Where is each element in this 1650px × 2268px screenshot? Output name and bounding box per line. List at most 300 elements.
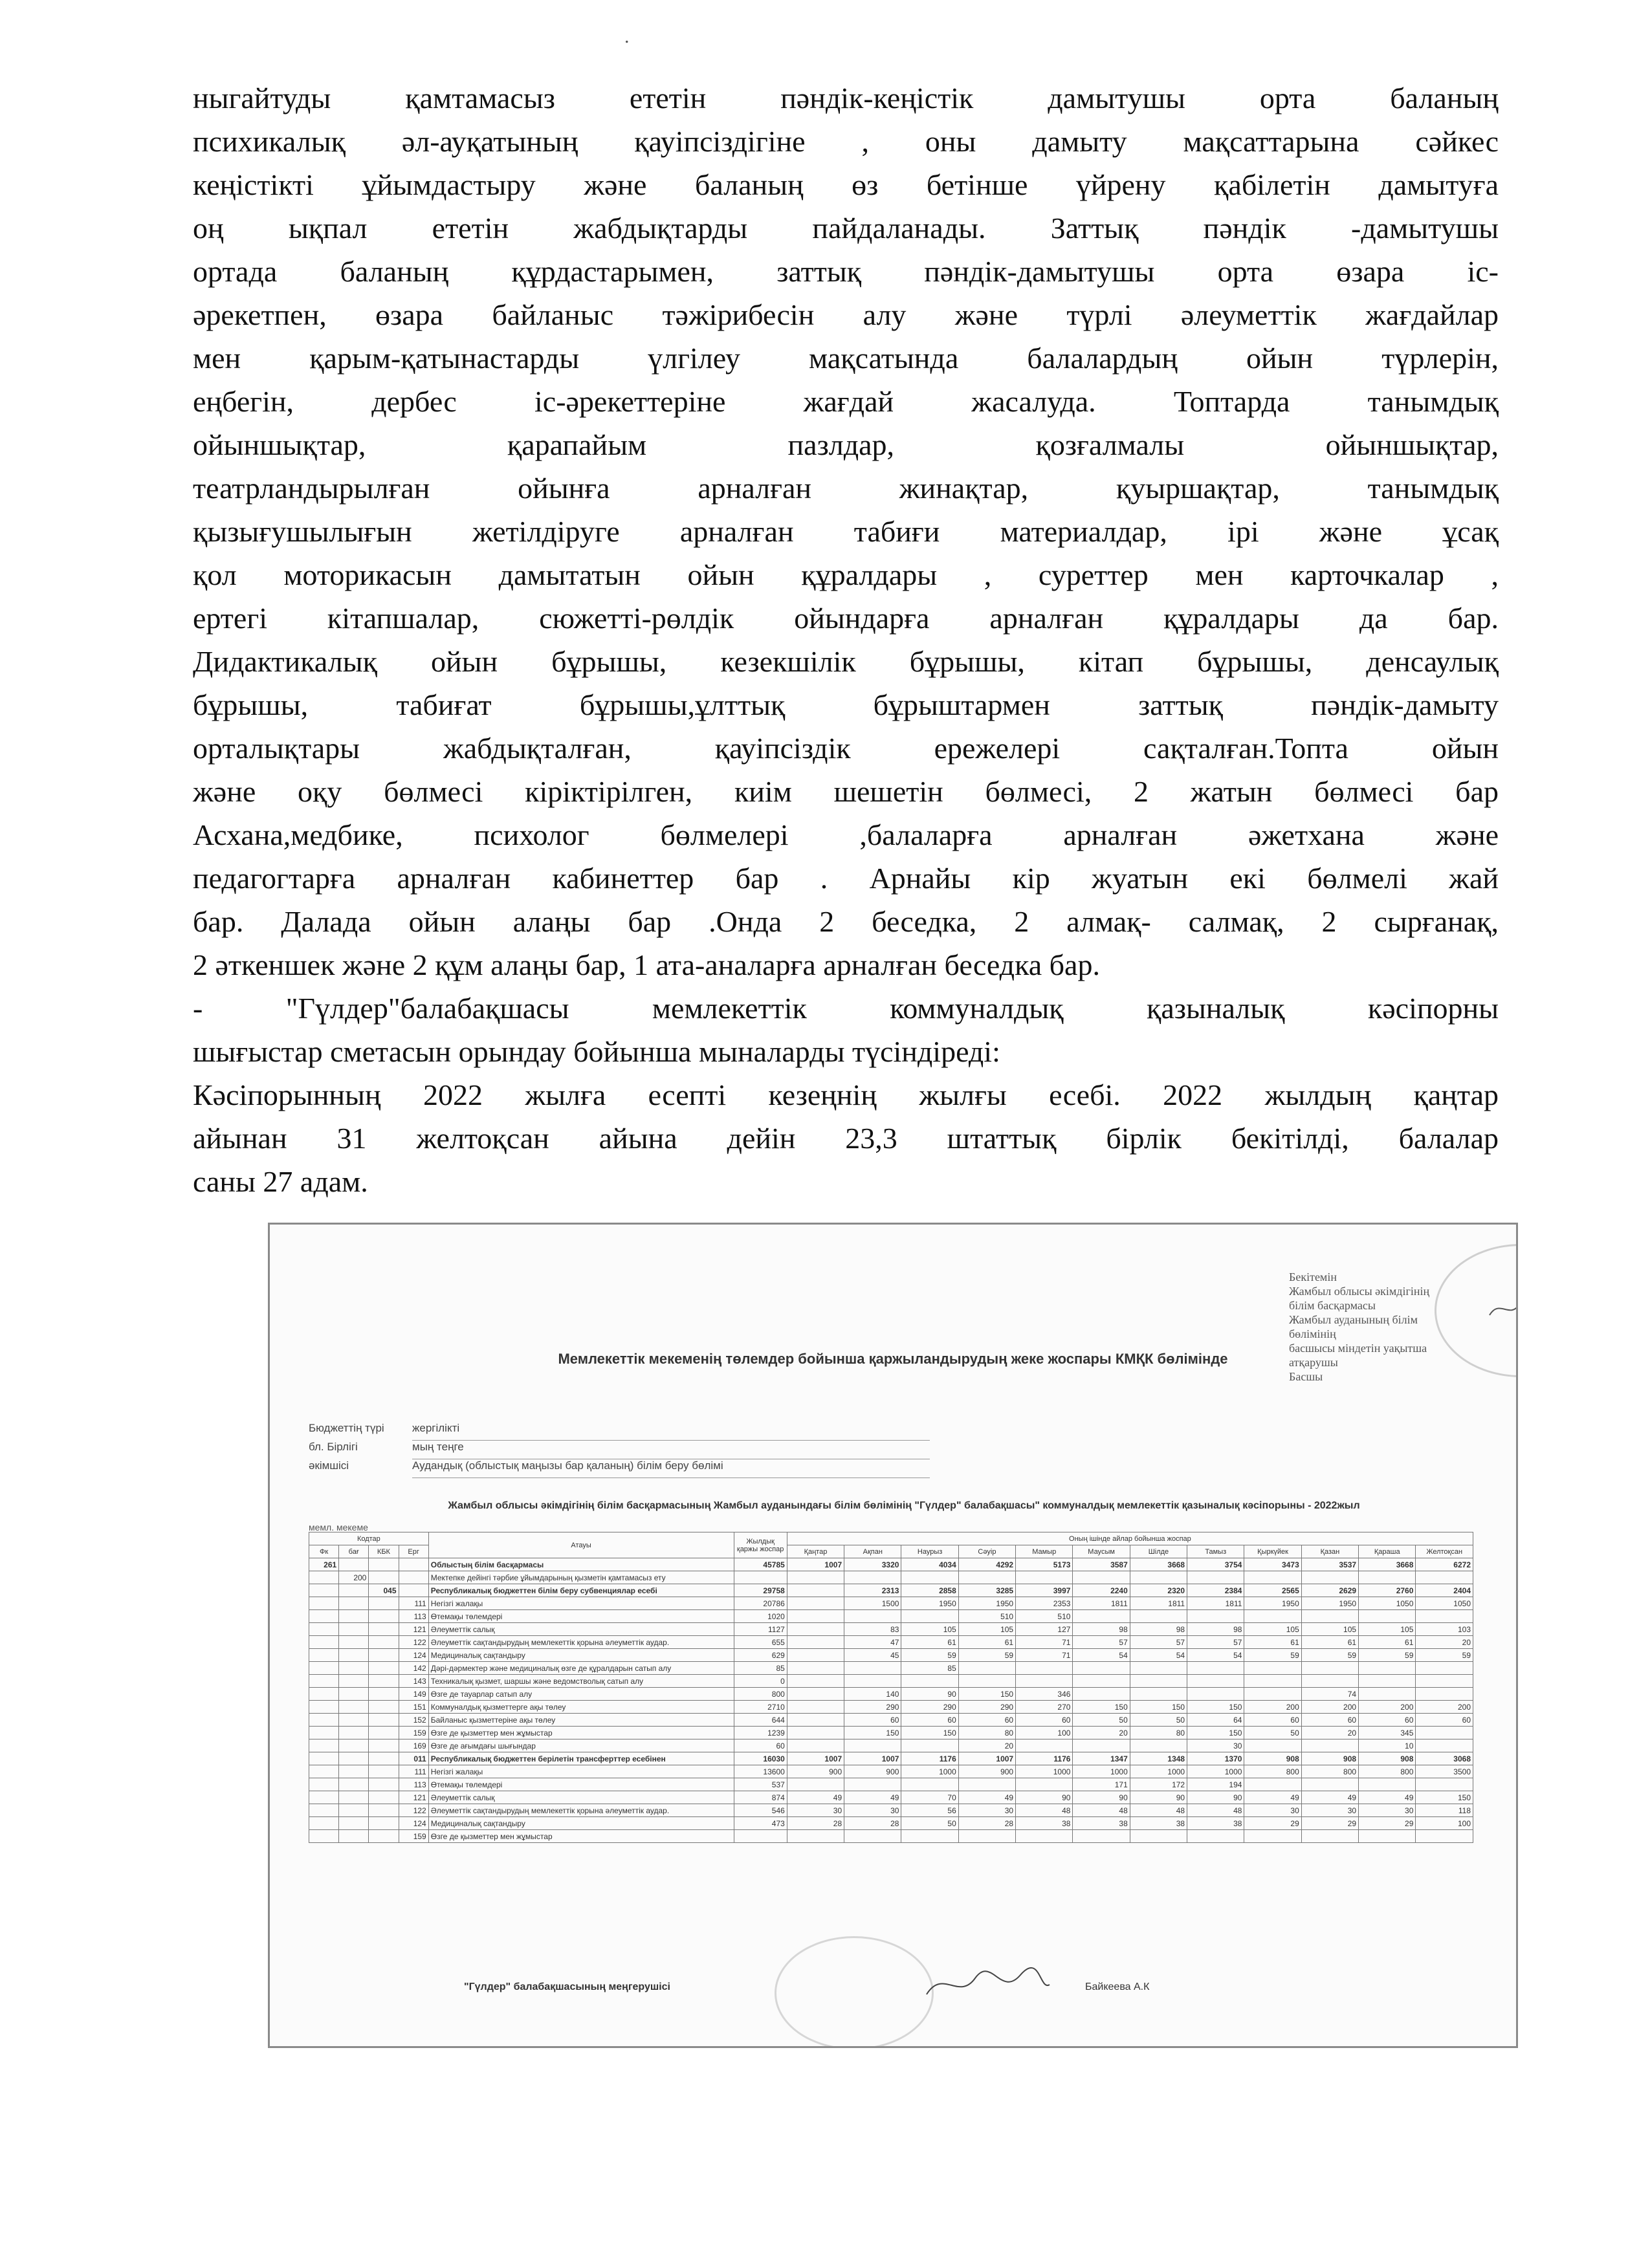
code-cell [339, 1662, 369, 1675]
month-cell: 28 [844, 1817, 901, 1830]
month-cell [901, 1830, 958, 1843]
month-cell [787, 1623, 844, 1636]
code-cell [369, 1791, 399, 1804]
table-row [309, 1571, 1473, 1584]
year-cell: 16030 [734, 1752, 787, 1765]
month-cell [1416, 1662, 1473, 1675]
month-cell: 908 [1301, 1752, 1358, 1765]
month-cell [787, 1610, 844, 1623]
code-cell: 111 [399, 1765, 428, 1778]
month-cell: 59 [1244, 1649, 1301, 1662]
code-cell [369, 1675, 399, 1688]
month-cell: 3285 [958, 1584, 1015, 1597]
month-cell: 30 [787, 1804, 844, 1817]
month-cell: 5173 [1016, 1558, 1073, 1571]
month-cell [1301, 1830, 1358, 1843]
year-cell: 1127 [734, 1623, 787, 1636]
month-cell: 3068 [1416, 1752, 1473, 1765]
month-cell: 800 [1359, 1765, 1416, 1778]
month-cell [787, 1675, 844, 1688]
name-cell: Әлеуметтік салық [428, 1623, 734, 1636]
text-line: еңбегін, дербес іс-әрекеттеріне жағдай жасалуда. Топтарда танымдық [193, 385, 1499, 418]
year-cell: 20786 [734, 1597, 787, 1610]
code-cell [339, 1714, 369, 1727]
month-header: Мамыр [1016, 1545, 1073, 1558]
name-cell: Республикалық бюджеттен білім беру субвенциялар есебі [428, 1584, 734, 1597]
code-cell [309, 1675, 339, 1688]
month-cell [1244, 1739, 1301, 1752]
name-cell: Негізгі жалақы [428, 1765, 734, 1778]
text-line: Асхана,медбике, психолог бөлмелері ,балаларға арналған әжетхана және [193, 818, 1499, 851]
code-cell [339, 1817, 369, 1830]
code-cell [309, 1791, 339, 1804]
month-cell: 61 [958, 1636, 1015, 1649]
month-cell [1073, 1688, 1130, 1701]
text-line: бұрышы, табиғат бұрышы,ұлттық бұрыштармен заттық пәндік-дамыту [193, 688, 1499, 721]
month-cell [1016, 1662, 1073, 1675]
month-cell: 47 [844, 1636, 901, 1649]
name-cell: Медициналық сақтандыру [428, 1817, 734, 1830]
approval-line: Жамбыл облысы әкімдігінің білім басқармасы [1289, 1285, 1430, 1312]
code-cell: 124 [399, 1649, 428, 1662]
meta-value: Аудандық (облыстық маңызы бар қаланың) білім беру бөлімі [412, 1459, 930, 1478]
month-cell: 20 [958, 1739, 1015, 1752]
month-header: Шілде [1130, 1545, 1187, 1558]
month-cell: 50 [1073, 1714, 1130, 1727]
month-cell [1244, 1830, 1301, 1843]
month-cell: 4292 [958, 1558, 1015, 1571]
year-cell: 60 [734, 1739, 787, 1752]
approval-line: басшысы міндетін уақытша атқарушы [1289, 1342, 1427, 1369]
year-cell: 0 [734, 1675, 787, 1688]
month-cell: 270 [1016, 1701, 1073, 1714]
code-cell [309, 1662, 339, 1675]
month-cell: 59 [1359, 1649, 1416, 1662]
month-cell [1073, 1662, 1130, 1675]
name-cell: Байланыс қызметтеріне ақы төлеу [428, 1714, 734, 1727]
month-cell [844, 1571, 901, 1584]
name-cell: Облыстың білім басқармасы [428, 1558, 734, 1571]
month-cell: 61 [1359, 1636, 1416, 1649]
month-cell: 1000 [1073, 1765, 1130, 1778]
text-line: саны 27 адам. [193, 1165, 368, 1198]
table-row [309, 1804, 1473, 1817]
month-cell: 510 [958, 1610, 1015, 1623]
month-cell [1130, 1688, 1187, 1701]
month-cell [1359, 1778, 1416, 1791]
month-cell: 200 [1359, 1701, 1416, 1714]
month-cell [1301, 1739, 1358, 1752]
month-cell [1416, 1778, 1473, 1791]
meta-label: Бюджеттің түрі [309, 1422, 384, 1434]
month-cell [1416, 1739, 1473, 1752]
table-row [309, 1675, 1473, 1688]
month-header: Маусым [1073, 1545, 1130, 1558]
year-cell: 1239 [734, 1727, 787, 1739]
text-line: психикалық әл-ауқатының қауіпсіздігіне , оны дамыту мақсаттарына сәйкес [193, 125, 1499, 158]
month-cell [1301, 1675, 1358, 1688]
code-cell [339, 1778, 369, 1791]
month-cell: 900 [844, 1765, 901, 1778]
month-cell: 90 [1016, 1791, 1073, 1804]
table-row [309, 1727, 1473, 1739]
code-cell [309, 1636, 339, 1649]
approval-signature [1486, 1296, 1518, 1322]
month-cell [1130, 1675, 1187, 1688]
month-cell: 98 [1187, 1623, 1244, 1636]
name-cell: Республикалық бюджеттен берілетін трансферттер есебінен [428, 1752, 734, 1765]
month-cell [1187, 1662, 1244, 1675]
month-cell: 50 [901, 1817, 958, 1830]
month-cell: 3587 [1073, 1558, 1130, 1571]
code-cell: 011 [399, 1752, 428, 1765]
month-cell [1016, 1739, 1073, 1752]
text-line: қызығушылығын жетілдіруге арналған табиғи материалдар, ірі және ұсақ [193, 515, 1499, 548]
month-cell: 3997 [1016, 1584, 1073, 1597]
month-cell: 3668 [1359, 1558, 1416, 1571]
month-cell [1016, 1675, 1073, 1688]
month-cell [787, 1662, 844, 1675]
table-row [309, 1791, 1473, 1804]
month-cell: 59 [958, 1649, 1015, 1662]
month-cell: 105 [1301, 1623, 1358, 1636]
month-cell: 118 [1416, 1804, 1473, 1817]
month-cell [958, 1778, 1015, 1791]
code-cell: 159 [399, 1727, 428, 1739]
month-cell: 1000 [1130, 1765, 1187, 1778]
month-cell: 290 [958, 1701, 1015, 1714]
month-cell [844, 1662, 901, 1675]
month-cell [1244, 1675, 1301, 1688]
code-cell [339, 1623, 369, 1636]
month-cell: 60 [1016, 1714, 1073, 1727]
name-cell: Өзге де тауарлар сатып алу [428, 1688, 734, 1701]
month-cell: 1050 [1359, 1597, 1416, 1610]
month-cell: 57 [1187, 1636, 1244, 1649]
table-row [309, 1662, 1473, 1675]
month-cell: 50 [1130, 1714, 1187, 1727]
code-cell [339, 1791, 369, 1804]
text-line: театрландырылған ойынға арналған жинақтар, қуыршақтар, танымдық [193, 472, 1499, 505]
year-cell: 629 [734, 1649, 787, 1662]
name-cell: Медициналық сақтандыру [428, 1649, 734, 1662]
month-cell: 20 [1073, 1727, 1130, 1739]
meta-label: бл. Бірлігі [309, 1441, 358, 1453]
month-cell [1073, 1830, 1130, 1843]
code-cell [309, 1714, 339, 1727]
text-line: мен қарым-қатынастарды үлгілеу мақсатында балалардың ойын түрлерін, [193, 342, 1499, 375]
month-cell [1359, 1662, 1416, 1675]
month-cell: 38 [1130, 1817, 1187, 1830]
code-col-header: бағ [339, 1545, 369, 1558]
month-cell: 30 [1359, 1804, 1416, 1817]
month-cell [1016, 1571, 1073, 1584]
memd-label: мемл. мекеме [309, 1522, 368, 1532]
name-cell: Техникалық қызмет, шаршы және ведомстволық сатып алу [428, 1675, 734, 1688]
month-cell: 1500 [844, 1597, 901, 1610]
code-cell [339, 1597, 369, 1610]
code-cell [369, 1636, 399, 1649]
month-cell [1130, 1830, 1187, 1843]
month-cell: 150 [844, 1727, 901, 1739]
month-cell: 3320 [844, 1558, 901, 1571]
month-header: Тамыз [1187, 1545, 1244, 1558]
code-cell: 045 [369, 1584, 399, 1597]
code-cell [309, 1623, 339, 1636]
code-cell: 169 [399, 1739, 428, 1752]
month-cell: 3537 [1301, 1558, 1358, 1571]
month-cell: 100 [1416, 1817, 1473, 1830]
month-cell [958, 1830, 1015, 1843]
plan-title: Мемлекеттік мекеменің төлемдер бойынша қаржыландырудың жеке жоспары КМҚК бөлімінде [558, 1351, 1228, 1367]
month-header: Наурыз [901, 1545, 958, 1558]
month-cell: 346 [1016, 1688, 1073, 1701]
text-line: шығыстар сметасын орындау бойынша мыналарды түсіндіреді: [193, 1035, 1000, 1068]
month-cell [787, 1571, 844, 1584]
month-cell: 1950 [958, 1597, 1015, 1610]
month-cell [787, 1739, 844, 1752]
month-cell: 2320 [1130, 1584, 1187, 1597]
month-cell: 20 [1416, 1636, 1473, 1649]
body-text [193, 76, 1499, 1203]
code-cell [309, 1688, 339, 1701]
financing-table [309, 1532, 1473, 1843]
month-cell [1016, 1830, 1073, 1843]
text-line: және оқу бөлмесі кіріктірілген, киім шешетін бөлмесі, 2 жатын бөлмесі бар [193, 775, 1499, 808]
month-cell [1073, 1739, 1130, 1752]
month-cell: 1950 [1301, 1597, 1358, 1610]
code-cell [309, 1610, 339, 1623]
month-cell [1130, 1662, 1187, 1675]
code-cell [369, 1623, 399, 1636]
month-cell [787, 1830, 844, 1843]
year-cell: 655 [734, 1636, 787, 1649]
month-cell [1416, 1571, 1473, 1584]
text-line: ортада баланың құрдастарымен, заттық пәндік-дамытушы орта өзара іс- [193, 255, 1499, 288]
year-cell: 45785 [734, 1558, 787, 1571]
month-cell: 1000 [1187, 1765, 1244, 1778]
month-cell: 30 [958, 1804, 1015, 1817]
year-cell [734, 1571, 787, 1584]
month-cell: 150 [1073, 1701, 1130, 1714]
month-cell: 1007 [787, 1752, 844, 1765]
code-cell: 152 [399, 1714, 428, 1727]
month-cell: 70 [901, 1791, 958, 1804]
year-cell: 546 [734, 1804, 787, 1817]
month-cell [901, 1778, 958, 1791]
month-cell: 71 [1016, 1649, 1073, 1662]
month-cell: 1176 [901, 1752, 958, 1765]
month-cell: 1007 [958, 1752, 1015, 1765]
month-cell: 2353 [1016, 1597, 1073, 1610]
month-cell [1301, 1571, 1358, 1584]
month-cell: 85 [901, 1662, 958, 1675]
month-cell: 60 [958, 1714, 1015, 1727]
month-cell: 800 [1244, 1765, 1301, 1778]
month-cell: 28 [787, 1817, 844, 1830]
month-cell: 100 [1016, 1727, 1073, 1739]
month-cell: 1950 [901, 1597, 958, 1610]
month-cell [1073, 1675, 1130, 1688]
code-cell [369, 1610, 399, 1623]
month-cell: 90 [901, 1688, 958, 1701]
code-cell [339, 1610, 369, 1623]
month-cell: 510 [1016, 1610, 1073, 1623]
table-row [309, 1701, 1473, 1714]
month-cell [1187, 1675, 1244, 1688]
year-cell: 800 [734, 1688, 787, 1701]
month-cell: 60 [1359, 1714, 1416, 1727]
month-cell [844, 1778, 901, 1791]
month-cell [1130, 1739, 1187, 1752]
month-cell [844, 1739, 901, 1752]
code-cell [339, 1701, 369, 1714]
year-cell [734, 1830, 787, 1843]
month-cell [787, 1714, 844, 1727]
code-cell: 124 [399, 1817, 428, 1830]
month-cell: 30 [1187, 1739, 1244, 1752]
text-line: қол моторикасын дамытатын ойын құралдары , суреттер мен карточкалар , [193, 558, 1499, 591]
meta-row [309, 1459, 930, 1478]
code-cell [399, 1584, 428, 1597]
scanned-financing-plan [268, 1223, 1518, 2048]
month-cell: 74 [1301, 1688, 1358, 1701]
approval-line: Жамбыл ауданының білім бөлімінің [1289, 1313, 1418, 1340]
plan-meta [309, 1422, 930, 1478]
name-cell: Өтемақы төлемдері [428, 1778, 734, 1791]
year-cell: 13600 [734, 1765, 787, 1778]
month-header: Қаңтар [787, 1545, 844, 1558]
code-cell [339, 1584, 369, 1597]
code-cell [369, 1558, 399, 1571]
month-cell: 10 [1359, 1739, 1416, 1752]
code-cell [369, 1571, 399, 1584]
month-cell: 150 [1187, 1701, 1244, 1714]
month-cell: 150 [1130, 1701, 1187, 1714]
month-cell [1187, 1688, 1244, 1701]
name-cell: Негізгі жалақы [428, 1597, 734, 1610]
director-name: Байкеева А.К [1085, 1981, 1150, 1992]
month-cell: 60 [1244, 1714, 1301, 1727]
code-cell [369, 1765, 399, 1778]
month-cell [787, 1778, 844, 1791]
code-cell [309, 1804, 339, 1817]
month-cell: 140 [844, 1688, 901, 1701]
text-line: Кәсіпорынның 2022 жылға есепті кезеңнің жылғы есебі. 2022 жылдың қаңтар [193, 1078, 1499, 1111]
meta-value: жергілікті [412, 1422, 930, 1441]
month-cell: 105 [901, 1623, 958, 1636]
month-cell: 900 [787, 1765, 844, 1778]
meta-label: әкімшісі [309, 1459, 349, 1472]
months-group-header: Оның ішінде айлар бойынша жоспар [787, 1532, 1473, 1545]
month-cell: 90 [1073, 1791, 1130, 1804]
month-cell [1073, 1571, 1130, 1584]
month-cell: 83 [844, 1623, 901, 1636]
year-cell: 473 [734, 1817, 787, 1830]
month-cell: 150 [901, 1727, 958, 1739]
code-cell [369, 1714, 399, 1727]
code-cell [339, 1739, 369, 1752]
code-cell: 113 [399, 1610, 428, 1623]
month-cell: 1950 [1244, 1597, 1301, 1610]
month-cell: 90 [1187, 1791, 1244, 1804]
code-cell [369, 1597, 399, 1610]
year-header: Жылдық қаржы жоспар [734, 1532, 787, 1558]
text-line: әрекетпен, өзара байланыс тәжірибесін алу және түрлі әлеуметтік жағдайлар [193, 298, 1499, 331]
table-row [309, 1817, 1473, 1830]
month-cell: 90 [1130, 1791, 1187, 1804]
month-cell: 194 [1187, 1778, 1244, 1791]
code-cell [339, 1727, 369, 1739]
table-row [309, 1649, 1473, 1662]
month-cell: 4034 [901, 1558, 958, 1571]
month-cell [901, 1675, 958, 1688]
meta-row [309, 1422, 930, 1441]
name-cell: Әлеуметтік салық [428, 1791, 734, 1804]
month-cell: 38 [1073, 1817, 1130, 1830]
table-row [309, 1610, 1473, 1623]
text-line: ертегі кітапшалар, сюжетті-рөлдік ойындарға арналған құралдары да бар. [193, 602, 1499, 635]
code-cell [339, 1804, 369, 1817]
month-cell [901, 1571, 958, 1584]
month-cell: 80 [958, 1727, 1015, 1739]
code-cell [309, 1739, 339, 1752]
year-cell: 1020 [734, 1610, 787, 1623]
month-cell: 1348 [1130, 1752, 1187, 1765]
month-cell [1244, 1571, 1301, 1584]
code-cell: 142 [399, 1662, 428, 1675]
month-cell: 6272 [1416, 1558, 1473, 1571]
month-cell: 1370 [1187, 1752, 1244, 1765]
month-cell: 28 [958, 1817, 1015, 1830]
approval-line: Бекітемін [1289, 1270, 1337, 1283]
month-cell: 38 [1016, 1817, 1073, 1830]
code-cell [309, 1752, 339, 1765]
year-cell: 85 [734, 1662, 787, 1675]
code-cell [309, 1571, 339, 1584]
code-cell: 121 [399, 1791, 428, 1804]
name-cell: Әлеуметтік сақтандырудың мемлекеттік қорына әлеуметтік аудар. [428, 1636, 734, 1649]
month-cell [787, 1727, 844, 1739]
table-row [309, 1636, 1473, 1649]
month-header: Қазан [1301, 1545, 1358, 1558]
code-cell [369, 1778, 399, 1791]
text-line: айынан 31 желтоқсан айына дейін 23,3 штаттық бірлік бекітілді, балалар [193, 1122, 1499, 1155]
month-cell: 98 [1073, 1623, 1130, 1636]
month-cell: 61 [1244, 1636, 1301, 1649]
code-cell [309, 1778, 339, 1791]
text-line: - "Гүлдер"балабақшасы мемлекеттік коммуналдық қазыналық кәсіпорны [193, 992, 1499, 1025]
month-header: Желтоқсан [1416, 1545, 1473, 1558]
month-cell [1187, 1610, 1244, 1623]
month-cell [958, 1571, 1015, 1584]
code-cell [399, 1558, 428, 1571]
month-cell: 49 [787, 1791, 844, 1804]
month-cell: 49 [958, 1791, 1015, 1804]
director-label: "Гүлдер" балабақшасының меңгерушісі [464, 1981, 670, 1992]
code-col-header: Ерг [399, 1545, 428, 1558]
month-cell: 54 [1130, 1649, 1187, 1662]
month-cell: 2313 [844, 1584, 901, 1597]
month-header: Қараша [1359, 1545, 1416, 1558]
month-cell: 800 [1301, 1765, 1358, 1778]
month-cell [1187, 1571, 1244, 1584]
name-cell: Өзге де қызметтер мен жұмыстар [428, 1830, 734, 1843]
month-cell: 56 [901, 1804, 958, 1817]
month-cell: 150 [1187, 1727, 1244, 1739]
code-cell [309, 1765, 339, 1778]
name-cell: Өтемақы төлемдері [428, 1610, 734, 1623]
